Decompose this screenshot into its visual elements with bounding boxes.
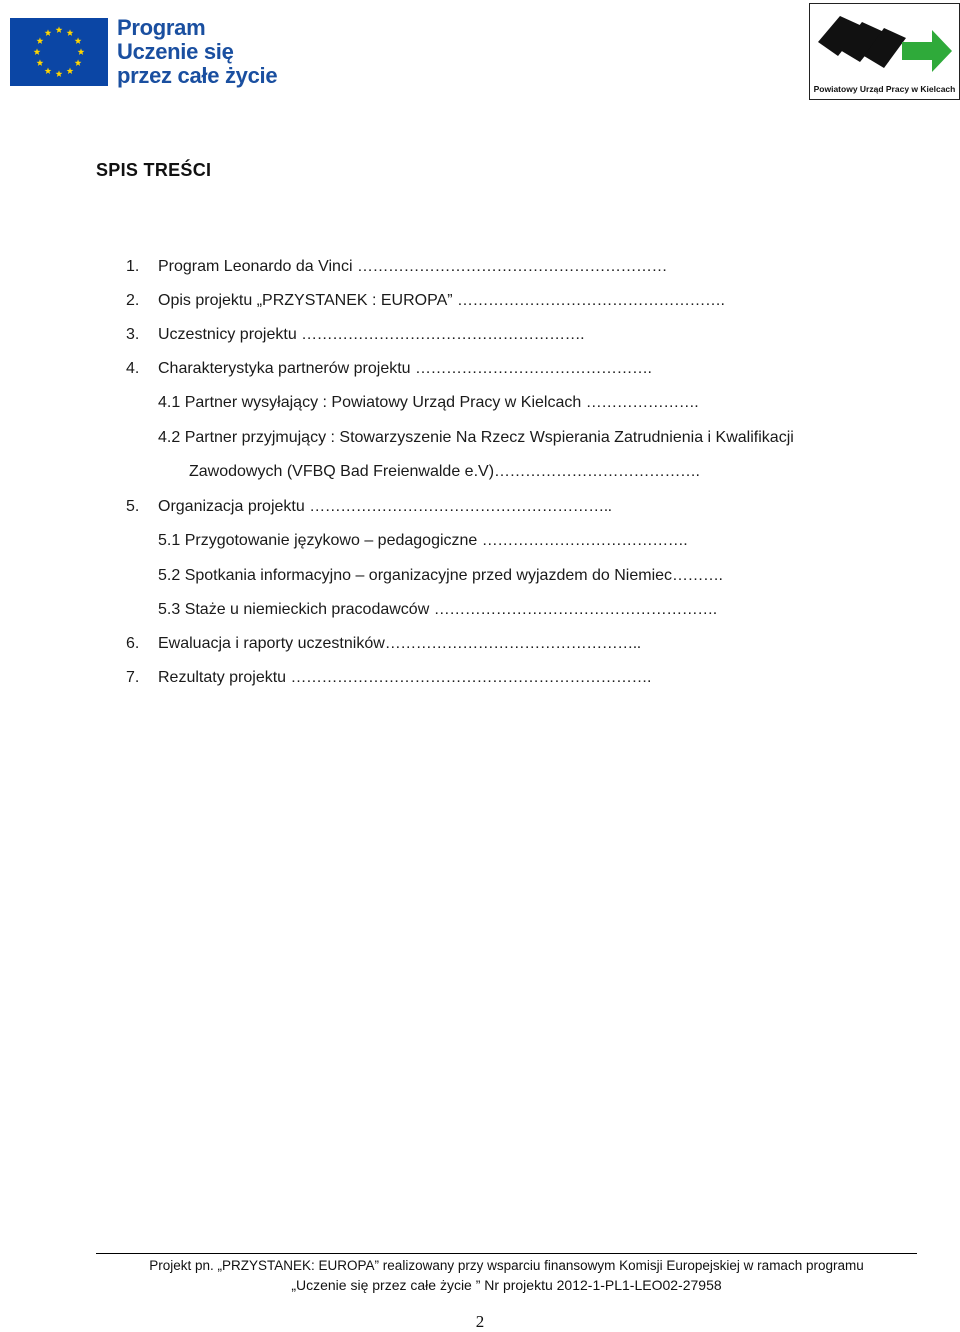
- toc-text: 5.3 Staże u niemieckich pracodawców: [158, 601, 434, 618]
- eu-star-icon: [45, 29, 52, 36]
- toc-item: [126, 359, 651, 379]
- toc-dots: …………………………………………….: [457, 292, 725, 309]
- program-logo-text: [117, 16, 277, 88]
- eu-star-icon: [75, 37, 82, 44]
- toc-text: Charakterystyka partnerów projektu: [158, 360, 415, 377]
- toc-item: [158, 393, 698, 413]
- toc-dots: ……………………………………….: [415, 360, 652, 377]
- toc-number: 3.: [126, 326, 140, 343]
- toc-text: 5.1 Przygotowanie językowo – pedagogiczne: [158, 532, 482, 549]
- toc-number: 4.: [126, 360, 140, 377]
- page-title: SPIS TREŚCI: [96, 160, 212, 180]
- toc-item: [158, 531, 687, 551]
- toc-number: 2.: [126, 292, 140, 309]
- toc-item: [158, 566, 723, 586]
- toc-text: Uczestnicy projektu: [158, 326, 302, 343]
- toc-text: 4.2 Partner przyjmujący : Stowarzyszenie Na Rzecz Wspierania Zatrudnienia i Kwalifikacji: [158, 429, 794, 446]
- toc-text: 4.1 Partner wysyłający : Powiatowy Urząd Pracy w Kielcach: [158, 394, 586, 411]
- eu-star-icon: [56, 26, 63, 33]
- eu-star-icon: [34, 48, 41, 55]
- toc-item: [126, 291, 724, 311]
- toc-item: [126, 634, 641, 654]
- toc-text: Program Leonardo da Vinci: [158, 258, 357, 275]
- toc-text: 5.2 Spotkania informacyjno – organizacyjne przed wyjazdem do Niemiec: [158, 567, 673, 584]
- eu-star-icon: [56, 70, 63, 77]
- toc-dots: ……….: [672, 567, 723, 584]
- toc-item: [126, 257, 667, 277]
- toc-text: Ewaluacja i raporty uczestników: [158, 635, 385, 652]
- page-number: 2: [475, 1312, 485, 1331]
- toc-text: Zawodowych (VFBQ Bad Freienwalde e.V): [189, 463, 495, 480]
- toc-number: 5.: [126, 498, 140, 515]
- toc-dots: ……………………………………………….: [433, 601, 717, 618]
- toc-item: [158, 600, 717, 620]
- toc-dots: ………………………………….: [481, 532, 688, 549]
- toc-item-continuation: [189, 462, 699, 482]
- program-line-3: przez całe życie: [117, 63, 278, 88]
- toc-dots: ………………………………….: [494, 463, 700, 480]
- toc-dots: ……………………………………………………: [356, 258, 667, 275]
- footer-divider: [96, 1253, 917, 1254]
- toc-text: Opis projektu „PRZYSTANEK : EUROPA”: [158, 292, 458, 309]
- eu-star-icon: [37, 37, 44, 44]
- toc-number: 6.: [126, 635, 140, 652]
- footer-line-1: Projekt pn. „PRZYSTANEK: EUROPA” realizowany przy wsparciu finansowym Komisji Europejskiej w ramach programu: [149, 1258, 864, 1273]
- toc-dots: ……………………………………………….: [301, 326, 585, 343]
- eu-star-icon: [37, 59, 44, 66]
- toc-dots: …………………………………………..: [384, 635, 641, 652]
- footer-line-2: „Uczenie się przez całe życie ” Nr projektu 2012-1-PL1-LEO02-27958: [291, 1277, 722, 1293]
- toc-text: Rezultaty projektu: [158, 669, 291, 686]
- program-line-2: Uczenie się: [117, 39, 234, 64]
- toc-item: [158, 428, 794, 448]
- toc-item: [126, 325, 584, 345]
- toc-dots: ………………….: [585, 394, 699, 411]
- eu-star-icon: [67, 67, 74, 74]
- pup-caption: Powiatowy Urząd Pracy w Kielcach: [813, 84, 956, 94]
- toc-item: [126, 668, 651, 688]
- toc-number: 7.: [126, 669, 140, 686]
- eu-stars-icon: [10, 18, 108, 86]
- eu-star-icon: [45, 67, 52, 74]
- program-line-1: Program: [117, 15, 206, 40]
- eu-flag-logo: [10, 18, 108, 86]
- pup-logo: [809, 3, 960, 100]
- toc-text: Organizacja projektu: [158, 498, 310, 515]
- toc-item: [126, 497, 612, 517]
- toc-dots: …………………………………………………..: [309, 498, 612, 515]
- eu-star-icon: [67, 29, 74, 36]
- eu-star-icon: [75, 59, 82, 66]
- eu-star-icon: [78, 48, 85, 55]
- toc-dots: …………………………………………………………….: [290, 669, 651, 686]
- toc-number: 1.: [126, 258, 140, 275]
- pup-emblem-icon: [810, 4, 958, 84]
